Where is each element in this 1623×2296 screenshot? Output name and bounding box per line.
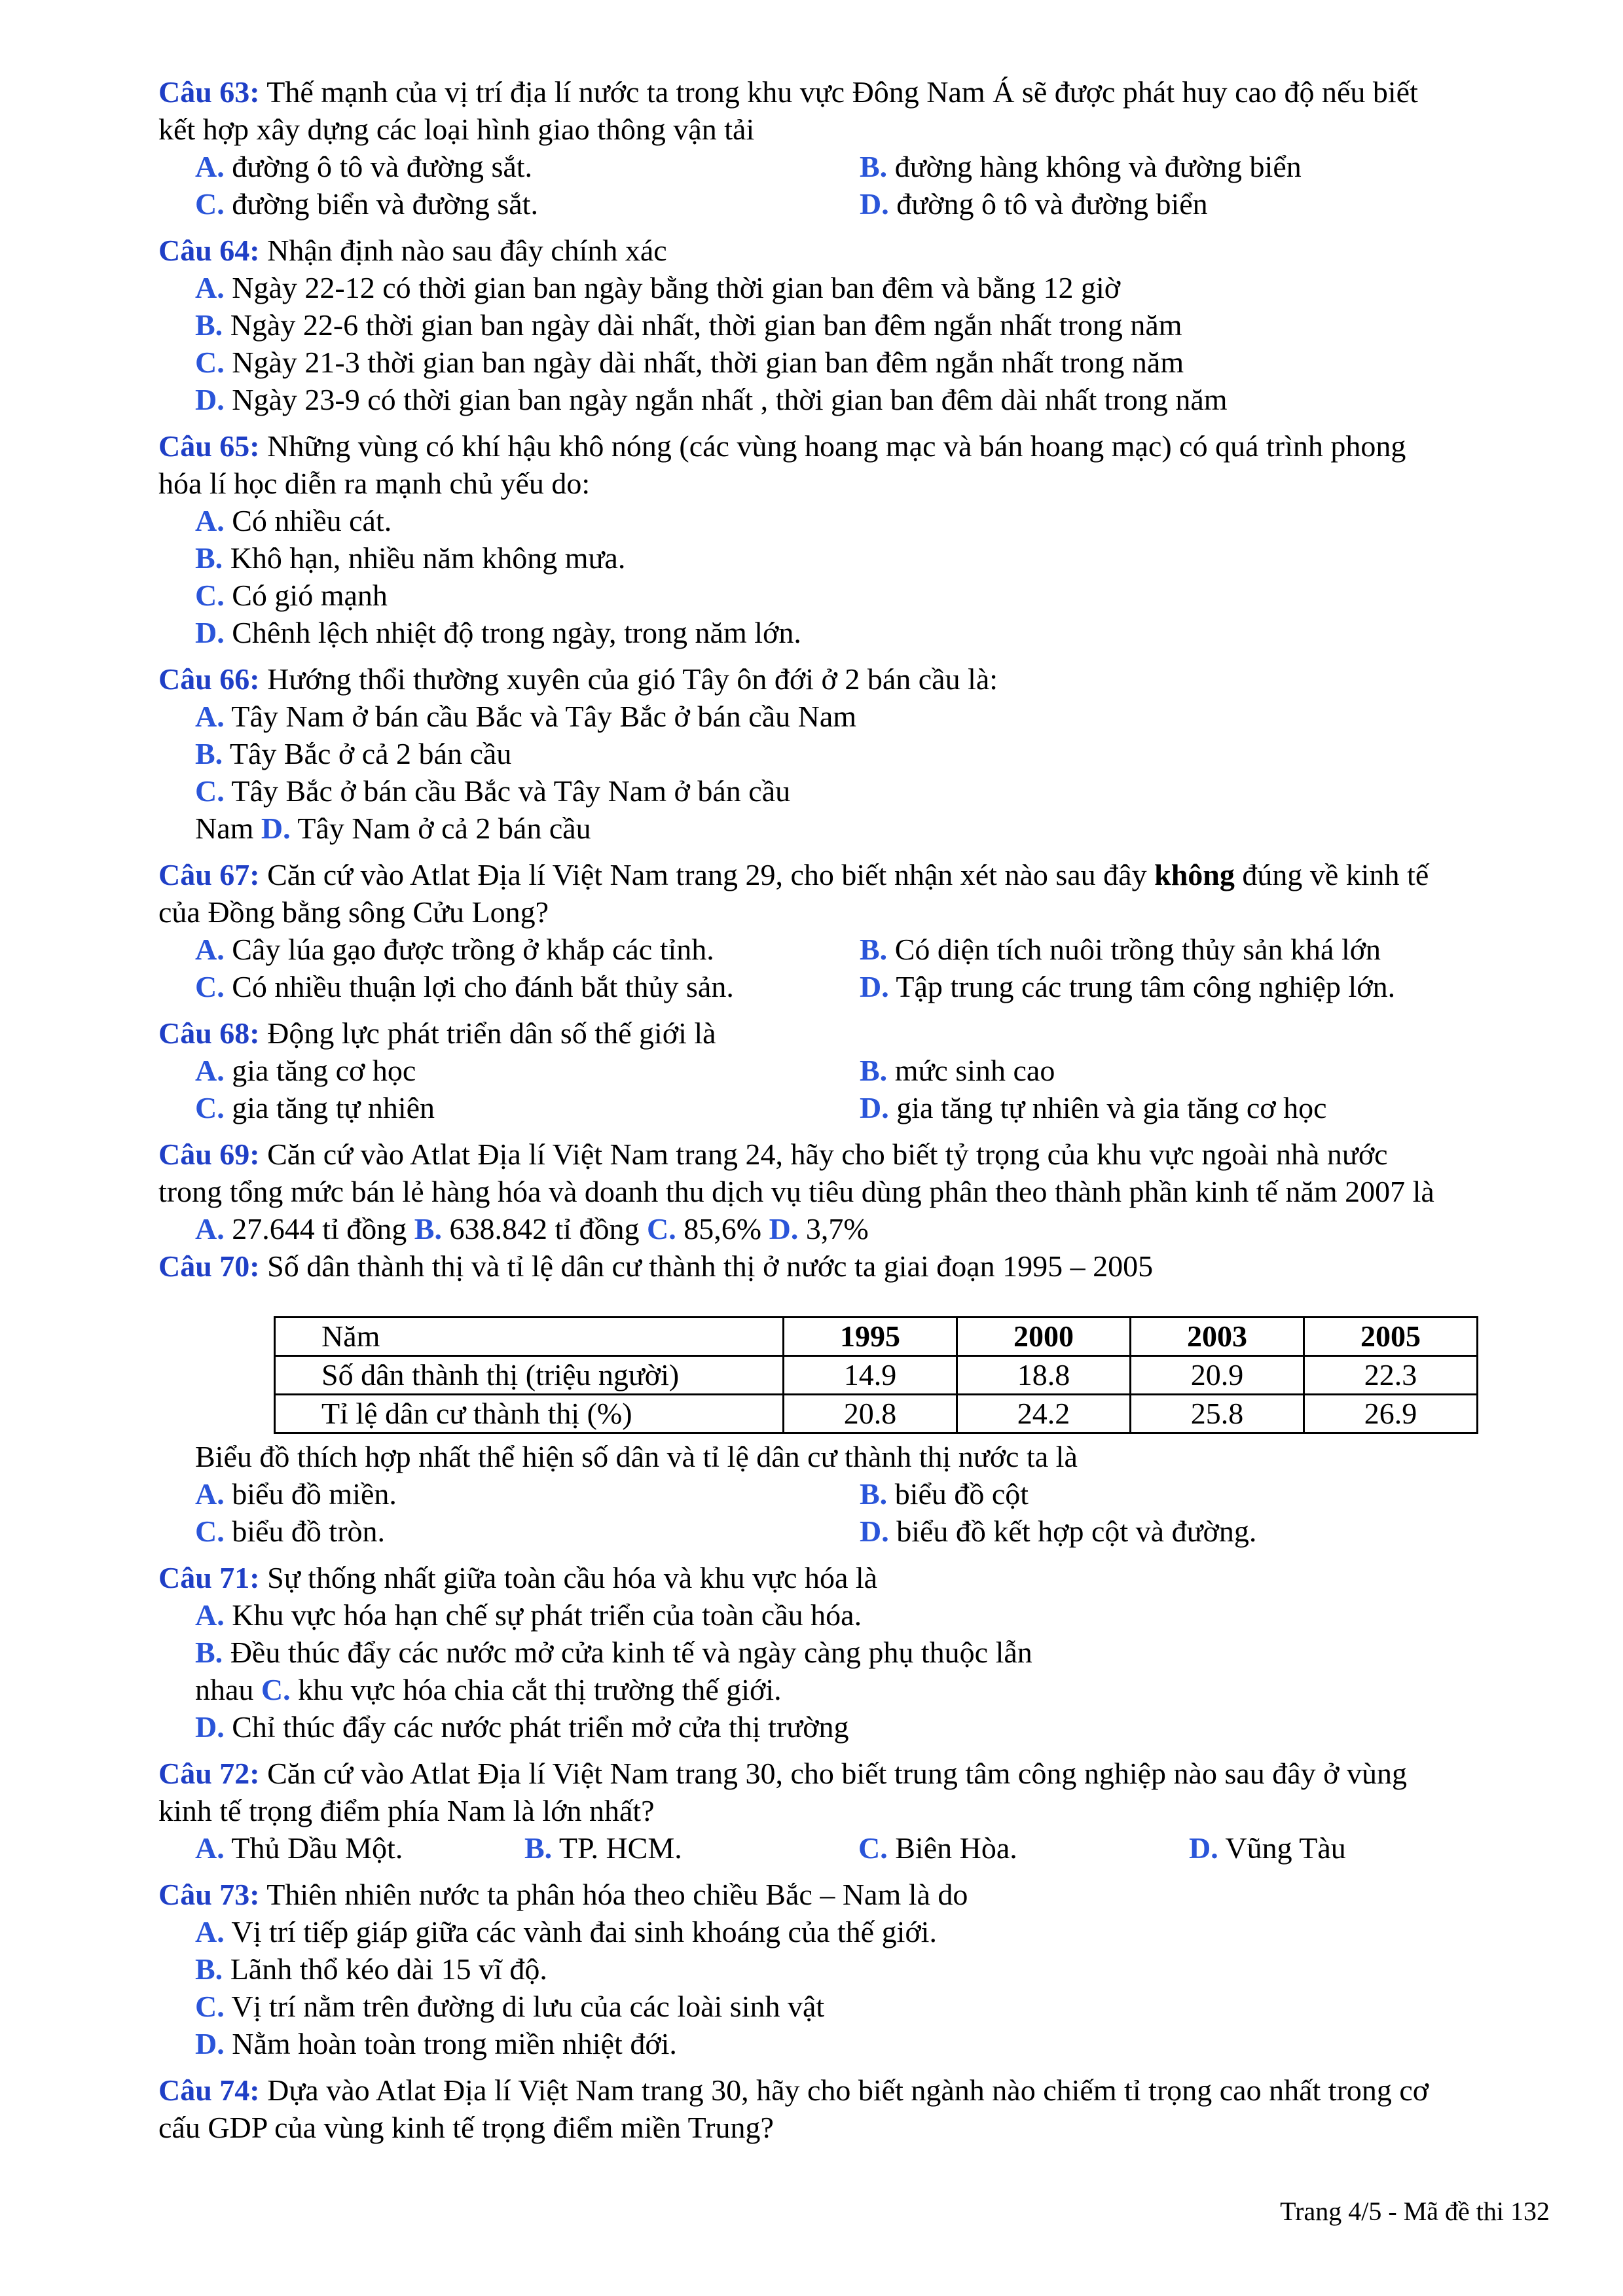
question-65 [158,427,1546,651]
option-b[interactable] [195,735,1546,772]
option-b[interactable] [195,306,1546,344]
option-a[interactable] [195,1596,1546,1634]
option-letter: A. [195,1831,225,1865]
option-text: gia tăng cơ học [224,1054,416,1087]
option-text: Thủ Dầu Một. [224,1831,403,1865]
option-a[interactable] [195,269,1546,306]
option-text: Có nhiều cát. [224,504,392,537]
option-letter: A. [195,150,225,183]
option-text: Có diện tích nuôi trồng thủy sản khá lớn [887,933,1381,966]
question-text: Hướng thổi thường xuyên của gió Tây ôn đới ở 2 bán cầu là: [259,662,998,696]
option-text: biểu đồ miền. [224,1477,397,1511]
option-letter: B. [860,1054,888,1087]
question-number: Câu 69: [158,1138,260,1171]
question-text: Thiên nhiên nước ta phân hóa theo chiều Bắc – Nam là do [259,1878,968,1911]
option-text: Lãnh thổ kéo dài 15 vĩ độ. [223,1952,547,1986]
option-text: Tây Nam ở bán cầu Bắc và Tây Bắc ở bán cầu Nam [224,700,857,733]
option-text: khu vực hóa chia cắt thị trường thế giới. [290,1673,782,1706]
table-cell: 25.8 [1131,1395,1304,1433]
option-letter: A. [195,1054,225,1087]
question-71 [158,1559,1546,1746]
table-cell: 22.3 [1304,1356,1478,1395]
option-d[interactable] [195,1708,1546,1746]
option-b[interactable] [860,1052,1514,1089]
option-b[interactable] [860,931,1514,968]
option-d[interactable] [195,381,1546,418]
option-d[interactable] [1189,1829,1503,1867]
option-c[interactable] [261,1673,782,1706]
option-c[interactable] [647,1212,769,1246]
option-letter: D. [195,383,225,416]
option-text: Chênh lệch nhiệt độ trong ngày, trong năm lớn. [224,616,801,649]
option-c[interactable] [195,772,1546,810]
table-header-cell: 2003 [1131,1318,1304,1356]
table-header-cell: 2005 [1304,1318,1478,1356]
table-cell: 18.8 [957,1356,1131,1395]
table-row [275,1356,1478,1395]
option-text: gia tăng tự nhiên và gia tăng cơ học [888,1091,1327,1124]
question-70 [158,1247,1546,1550]
option-letter: C. [261,1673,291,1706]
question-number: Câu 73: [158,1878,260,1911]
option-letter: D. [860,187,889,221]
option-c[interactable] [195,185,860,223]
option-letter: B. [195,1636,223,1669]
option-a[interactable] [195,148,860,185]
option-a[interactable] [195,1052,860,1089]
question-text: Số dân thành thị và tỉ lệ dân cư thành thị ở nước ta giai đoạn 1995 – 2005 [259,1249,1154,1283]
option-letter: B. [195,541,223,575]
option-text: 27.644 tỉ đồng [224,1212,414,1246]
option-letter: B. [195,1952,223,1986]
question-number: Câu 63: [158,75,260,109]
option-text: TP. HCM. [552,1831,682,1865]
option-letter: B. [195,737,223,770]
option-text: Tây Nam ở cả 2 bán cầu [290,812,591,845]
option-letter: C. [858,1831,888,1865]
question-text-cont: cấu GDP của vùng kinh tế trọng điểm miền Trung? [158,2111,774,2144]
option-letter: B. [195,308,223,342]
question-number: Câu 72: [158,1757,260,1790]
option-a[interactable] [195,1212,414,1246]
option-letter: D. [860,1091,889,1124]
option-d[interactable] [769,1212,869,1246]
option-c[interactable] [195,1089,860,1126]
option-letter: B. [524,1831,553,1865]
option-text: Vị trí nằm trên đường di lưu của các loài sinh vật [224,1990,825,2023]
option-c[interactable] [195,1513,860,1550]
table-cell: 20.8 [784,1395,957,1433]
option-letter: C. [195,579,225,612]
option-c[interactable] [195,1988,1546,2025]
option-letter: A. [195,1477,225,1511]
question-73 [158,1876,1546,2062]
option-c[interactable] [195,577,1546,614]
option-text: Tây Bắc ở cả 2 bán cầu [223,737,512,770]
question-text: Sự thống nhất giữa toàn cầu hóa và khu vực hóa là [259,1561,878,1594]
question-text-cont: kết hợp xây dựng các loại hình giao thông vận tải [158,113,755,146]
option-b[interactable] [195,1634,1546,1671]
option-text: Vị trí tiếp giáp giữa các vành đai sinh khoáng của thế giới. [224,1915,937,1948]
option-text: Tây Bắc ở bán cầu Bắc và Tây Nam ở bán cầu [224,774,791,808]
table-cell: 20.9 [1131,1356,1304,1395]
option-text: 638.842 tỉ đồng [441,1212,647,1246]
option-letter: D. [1189,1831,1218,1865]
question-stem: Biểu đồ thích hợp nhất thể hiện số dân và tỉ lệ dân cư thành thị nước ta là [195,1440,1078,1473]
option-b[interactable] [860,1475,1514,1513]
option-text: Ngày 22-12 có thời gian ban ngày bằng thời gian ban đêm và bằng 12 giờ [224,271,1121,304]
table-row [275,1395,1478,1433]
option-b[interactable] [195,539,1546,577]
option-text: Có gió mạnh [224,579,388,612]
exam-page [158,73,1546,2146]
question-text-end: đúng về kinh tế [1234,858,1429,891]
option-letter: B. [414,1212,442,1246]
option-text: biểu đồ tròn. [224,1515,386,1548]
option-b[interactable] [195,1950,1546,1988]
option-letter: B. [860,933,888,966]
option-letter: D. [195,2027,225,2060]
option-letter: D. [860,1515,889,1548]
question-text: Thế mạnh của vị trí địa lí nước ta trong khu vực Đông Nam Á sẽ được phát huy cao độ nếu biết [259,75,1418,109]
question-number: Câu 66: [158,662,260,696]
option-c[interactable] [195,344,1546,381]
option-letter: C. [195,970,225,1003]
table-header-cell: Năm [275,1318,784,1356]
option-text: gia tăng tự nhiên [224,1091,435,1124]
option-text: Khô hạn, nhiều năm không mưa. [223,541,626,575]
question-64 [158,232,1546,418]
question-text-cont: trong tổng mức bán lẻ hàng hóa và doanh thu dịch vụ tiêu dùng phân theo thành phần kinh tế năm 2007 là [158,1175,1434,1208]
option-d[interactable] [860,185,1514,223]
option-a[interactable] [195,1913,1546,1950]
option-text: Vũng Tàu [1218,1831,1346,1865]
option-text: Nằm hoàn toàn trong miền nhiệt đới. [224,2027,677,2060]
question-67 [158,856,1546,1005]
question-text: Dựa vào Atlat Địa lí Việt Nam trang 30, hãy cho biết ngành nào chiếm tỉ trọng cao nhất trong cơ [259,2073,1429,2107]
option-d[interactable] [860,968,1514,1005]
question-text: Căn cứ vào Atlat Địa lí Việt Nam trang 24, hãy cho biết tỷ trọng của khu vực ngoài nhà nước [259,1138,1388,1171]
question-number: Câu 65: [158,429,260,463]
option-text: Biên Hòa. [887,1831,1017,1865]
option-b[interactable] [524,1829,858,1867]
table-header-cell: 1995 [784,1318,957,1356]
option-d[interactable] [195,614,1546,651]
option-a[interactable] [195,1829,524,1867]
option-letter: C. [647,1212,676,1246]
option-letter: C. [195,1515,225,1548]
question-number: Câu 67: [158,858,260,891]
question-number: Câu 71: [158,1561,260,1594]
option-letter: A. [195,1915,225,1948]
table-header-cell: 2000 [957,1318,1131,1356]
option-text: 85,6% [676,1212,769,1246]
option-letter: D. [860,970,889,1003]
option-letter: D. [195,1710,225,1744]
option-d[interactable] [860,1513,1514,1550]
option-d[interactable] [195,2025,1546,2062]
question-text-cont: của Đồng bằng sông Cửu Long? [158,895,549,929]
option-letter: D. [769,1212,799,1246]
option-d[interactable] [860,1089,1514,1126]
option-b[interactable] [860,148,1514,185]
option-a[interactable] [195,931,860,968]
data-table [274,1316,1478,1434]
question-text: Những vùng có khí hậu khô nóng (các vùng hoang mạc và bán hoang mạc) có quá trình phong [259,429,1406,463]
option-letter: C. [195,187,225,221]
option-text: 3,7% [798,1212,869,1246]
option-letter: A. [195,1598,225,1632]
question-text: Động lực phát triển dân số thế giới là [259,1016,716,1050]
page-footer: Trang 4/5 - Mã đề thi 132 [1280,2197,1550,2226]
option-text: mức sinh cao [887,1054,1055,1087]
option-a[interactable] [195,502,1546,539]
option-a[interactable] [195,698,1546,735]
question-66 [158,660,1546,847]
table-header-row [275,1318,1478,1356]
table-cell: 14.9 [784,1356,957,1395]
option-text: đường hàng không và đường biển [887,150,1302,183]
option-text: Ngày 23-9 có thời gian ban ngày ngắn nhất , thời gian ban đêm dài nhất trong năm [224,383,1228,416]
option-text: Khu vực hóa hạn chế sự phát triển của toàn cầu hóa. [224,1598,862,1632]
option-letter: B. [860,150,888,183]
question-74 [158,2072,1546,2146]
option-letter: D. [261,812,291,845]
option-text: Ngày 21-3 thời gian ban ngày dài nhất, thời gian ban đêm ngắn nhất trong năm [224,346,1184,379]
option-letter: C. [195,346,225,379]
option-letter: B. [860,1477,888,1511]
option-letter: C. [195,774,225,808]
option-text: Đều thúc đẩy các nước mở cửa kinh tế và ngày càng phụ thuộc lẫn [223,1636,1032,1669]
option-text: đường ô tô và đường sắt. [224,150,533,183]
option-letter: C. [195,1091,225,1124]
table-cell: 26.9 [1304,1395,1478,1433]
option-text: Cây lúa gạo được trồng ở khắp các tỉnh. [224,933,714,966]
option-letter: D. [195,616,225,649]
emphasis-word: không [1154,858,1235,891]
option-c-cont: Nam [195,812,261,845]
option-letter: A. [195,933,225,966]
option-letter: A. [195,504,225,537]
question-69 [158,1136,1546,1247]
option-text: Ngày 22-6 thời gian ban ngày dài nhất, thời gian ban đêm ngắn nhất trong năm [223,308,1182,342]
table-cell: Tỉ lệ dân cư thành thị (%) [275,1395,784,1433]
question-68 [158,1014,1546,1126]
question-text: Căn cứ vào Atlat Địa lí Việt Nam trang 30, cho biết trung tâm công nghiệp nào sau đây ở vùng [259,1757,1408,1790]
question-63 [158,73,1546,223]
option-text: Chỉ thúc đẩy các nước phát triển mở cửa thị trường [224,1710,849,1744]
option-text: Có nhiều thuận lợi cho đánh bắt thủy sản. [224,970,734,1003]
option-c[interactable] [858,1829,1189,1867]
option-c[interactable] [195,968,860,1005]
option-text: biểu đồ kết hợp cột và đường. [888,1515,1257,1548]
question-number: Câu 74: [158,2073,260,2107]
option-d[interactable] [261,812,591,845]
option-text: đường biển và đường sắt. [224,187,538,221]
option-letter: C. [195,1990,225,2023]
option-b[interactable] [414,1212,647,1246]
option-b-cont: nhau [195,1673,261,1706]
question-number: Câu 70: [158,1249,260,1283]
option-letter: A. [195,1212,225,1246]
question-72 [158,1755,1546,1867]
option-text: Tập trung các trung tâm công nghiệp lớn. [888,970,1396,1003]
option-text: biểu đồ cột [887,1477,1029,1511]
question-number: Câu 68: [158,1016,260,1050]
question-text: Căn cứ vào Atlat Địa lí Việt Nam trang 29, cho biết nhận xét nào sau đây [259,858,1155,891]
option-letter: A. [195,271,225,304]
question-text-cont: hóa lí học diễn ra mạnh chủ yếu do: [158,467,591,500]
question-text-cont: kinh tế trọng điểm phía Nam là lớn nhất? [158,1794,655,1827]
option-letter: A. [195,700,225,733]
option-a[interactable] [195,1475,860,1513]
option-text: đường ô tô và đường biển [888,187,1208,221]
question-number: Câu 64: [158,234,260,267]
question-text: Nhận định nào sau đây chính xác [259,234,667,267]
table-cell: Số dân thành thị (triệu người) [275,1356,784,1395]
table-cell: 24.2 [957,1395,1131,1433]
